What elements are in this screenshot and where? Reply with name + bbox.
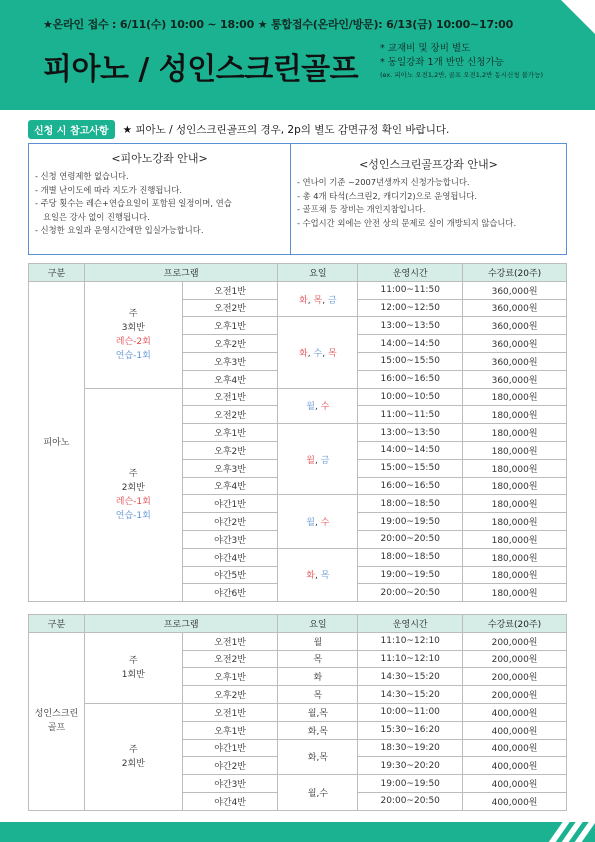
frequency-label: 주 (128, 655, 138, 666)
fee-cell: 180,000원 (463, 513, 567, 531)
days-cell: 화, 수, 목 (278, 317, 358, 388)
header-program: 프로그램 (84, 615, 278, 633)
piano-schedule-table (28, 263, 567, 602)
time-cell: 18:30~19:20 (358, 739, 463, 757)
fee-cell: 400,000원 (463, 721, 567, 739)
time-cell: 16:00~16:50 (358, 477, 463, 495)
class-name: 야간5반 (182, 566, 278, 584)
fee-cell: 200,000원 (463, 668, 567, 686)
frequency-cell (84, 703, 182, 810)
class-name: 오후1반 (182, 721, 278, 739)
time-cell: 10:00~10:50 (358, 388, 463, 406)
header-time: 운영시간 (358, 615, 463, 633)
day-blue: 월 (306, 402, 315, 413)
day-blue: 월 (306, 518, 315, 529)
golf-guide-title: <성인스크린골프강좌 안내> (359, 158, 498, 171)
fee-cell: 180,000원 (463, 495, 567, 513)
frequency-cell (84, 281, 182, 388)
table-row (29, 388, 567, 406)
table-header-row (29, 264, 567, 282)
time-cell: 13:00~13:50 (358, 424, 463, 442)
time-cell: 11:00~11:50 (358, 406, 463, 424)
fee-cell: 400,000원 (463, 703, 567, 721)
class-name: 야간1반 (182, 495, 278, 513)
fee-cell: 180,000원 (463, 388, 567, 406)
practice-count: 연습-1회 (115, 510, 151, 521)
lesson-count: 레슨-2회 (115, 336, 151, 347)
table-row (29, 281, 567, 299)
class-name: 오후2반 (182, 686, 278, 704)
fee-cell: 200,000원 (463, 650, 567, 668)
note-one-class: * 동일강좌 1개 반만 신청가능 (380, 57, 504, 68)
frequency-label: 2회반 (121, 482, 145, 493)
class-name: 오후1반 (182, 668, 278, 686)
piano-guide-item: - 신청한 요일과 운영시간에만 입실가능합니다. (35, 225, 204, 235)
note-example: (ex. 피아노 오전1,2반, 골프 오전1,2반 동시신청 불가능) (380, 71, 544, 79)
fee-cell: 400,000원 (463, 775, 567, 793)
table-row (29, 703, 567, 721)
time-cell: 15:00~15:50 (358, 352, 463, 370)
fee-cell: 180,000원 (463, 406, 567, 424)
day-blue: 금 (320, 455, 330, 466)
time-cell: 10:00~11:00 (358, 703, 463, 721)
time-cell: 18:00~18:50 (358, 495, 463, 513)
table-row (29, 632, 567, 650)
frequency-label: 1회반 (121, 669, 145, 680)
class-name: 야간2반 (182, 513, 278, 531)
day-red: 수 (320, 518, 330, 529)
day-red: 목 (327, 348, 337, 359)
time-cell: 12:00~12:50 (358, 299, 463, 317)
frequency-cell (84, 388, 182, 602)
class-name: 오후1반 (182, 317, 278, 335)
golf-guide (291, 144, 566, 254)
fee-cell: 360,000원 (463, 317, 567, 335)
frequency-label: 주 (128, 468, 138, 479)
time-cell: 16:00~16:50 (358, 370, 463, 388)
header-days: 요일 (278, 615, 358, 633)
category-cell (29, 632, 85, 810)
days-cell: 월 (278, 632, 358, 650)
reference-row (28, 120, 449, 138)
frequency-label: 2회반 (121, 758, 145, 769)
class-name: 야간1반 (182, 739, 278, 757)
class-name: 야간2반 (182, 757, 278, 775)
fee-cell: 360,000원 (463, 299, 567, 317)
header-banner (0, 0, 595, 110)
class-name: 오후2반 (182, 335, 278, 353)
class-name: 오전1반 (182, 632, 278, 650)
piano-guide (29, 144, 291, 254)
fee-cell: 400,000원 (463, 792, 567, 810)
header-notes (380, 42, 543, 80)
time-cell: 14:30~15:20 (358, 668, 463, 686)
time-cell: 19:30~20:20 (358, 757, 463, 775)
fee-cell: 360,000원 (463, 370, 567, 388)
fee-cell: 180,000원 (463, 530, 567, 548)
fee-cell: 360,000원 (463, 281, 567, 299)
day-blue: 수 (313, 348, 323, 359)
class-name: 오후3반 (182, 459, 278, 477)
golf-guide-item: - 총 4개 타석(스크린2, 캐디기2)으로 운영됩니다. (297, 190, 478, 201)
time-cell: 14:00~14:50 (358, 441, 463, 459)
time-cell: 14:30~15:20 (358, 686, 463, 704)
time-cell: 15:00~15:50 (358, 459, 463, 477)
piano-guide-item: - 주당 횟수는 레슨+연습요일이 포함된 일정이며, 연습 (35, 198, 232, 208)
header-days: 요일 (278, 264, 358, 282)
time-cell: 19:00~19:50 (358, 775, 463, 793)
frequency-cell (84, 632, 182, 703)
class-name: 오후2반 (182, 441, 278, 459)
header-category: 구분 (29, 264, 85, 282)
reference-text: ★ 피아노 / 성인스크린골프의 경우, 2p의 별도 감면규정 확인 바랍니다. (122, 123, 450, 136)
frequency-label: 주 (128, 308, 138, 319)
time-cell: 19:00~19:50 (358, 513, 463, 531)
class-name: 오전2반 (182, 650, 278, 668)
header-corner-cut (561, 0, 595, 34)
golf-guide-item: - 골프채 등 장비는 개인지참입니다. (297, 204, 426, 214)
days-cell: 화 (278, 668, 358, 686)
golf-guide-item: - 수업시간 외에는 안전 상의 문제로 실이 개방되지 않습니다. (297, 217, 517, 228)
lesson-count: 레슨-1회 (115, 496, 151, 507)
fee-cell: 360,000원 (463, 335, 567, 353)
frequency-label: 주 (128, 744, 138, 755)
days-cell: 월, 금 (278, 424, 358, 495)
time-cell: 11:10~12:10 (358, 650, 463, 668)
time-cell: 11:10~12:10 (358, 632, 463, 650)
fee-cell: 400,000원 (463, 739, 567, 757)
class-name: 오후1반 (182, 424, 278, 442)
class-name: 오전1반 (182, 281, 278, 299)
day-red: 화 (299, 295, 308, 306)
piano-guide-item: - 신청 연령제한 없습니다. (35, 171, 129, 181)
header-category: 구분 (29, 615, 85, 633)
application-period: ★온라인 접수 : 6/11(수) 10:00 ~ 18:00 ★ 통합접수(온라인/방문): 6/13(금) 10:00~17:00 (43, 18, 514, 31)
fee-cell: 200,000원 (463, 632, 567, 650)
days-cell: 화,목 (278, 739, 358, 775)
days-cell: 월, 수 (278, 495, 358, 548)
note-materials: * 교재비 및 장비 별도 (380, 43, 471, 54)
piano-guide-item: - 개별 난이도에 따라 지도가 진행됩니다. (35, 184, 183, 195)
fee-cell: 180,000원 (463, 566, 567, 584)
day-blue: 금 (327, 295, 337, 306)
class-name: 야간3반 (182, 530, 278, 548)
category-cell: 피아노 (29, 281, 85, 601)
time-cell: 19:00~19:50 (358, 566, 463, 584)
piano-guide-item: 요일은 강사 없이 진행됩니다. (43, 211, 150, 222)
time-cell: 20:00~20:50 (358, 792, 463, 810)
time-cell: 18:00~18:50 (358, 548, 463, 566)
footer-bar (0, 822, 595, 842)
class-name: 오후3반 (182, 352, 278, 370)
day-red: 월 (306, 455, 315, 466)
days-cell: 화, 목 (278, 548, 358, 601)
class-name: 야간4반 (182, 548, 278, 566)
header-fee: 수강료(20주) (463, 615, 567, 633)
reference-badge: 신청 시 참고사항 (28, 120, 115, 139)
fee-cell: 200,000원 (463, 686, 567, 704)
golf-guide-item: - 연나이 기준 ~2007년생까지 신청가능합니다. (297, 177, 470, 187)
guide-box (28, 143, 567, 255)
category-label: 골프 (47, 723, 66, 734)
fee-cell: 180,000원 (463, 477, 567, 495)
time-cell: 11:00~11:50 (358, 281, 463, 299)
header-fee: 수강료(20주) (463, 264, 567, 282)
header-time: 운영시간 (358, 264, 463, 282)
fee-cell: 180,000원 (463, 548, 567, 566)
category-label: 성인스크린 (34, 709, 79, 720)
days-cell: 화, 목, 금 (278, 281, 358, 317)
days-cell: 월,목 (278, 703, 358, 721)
piano-guide-title: <피아노강좌 안내> (111, 152, 208, 165)
class-name: 오전2반 (182, 299, 278, 317)
days-cell: 월,수 (278, 775, 358, 811)
class-name: 야간4반 (182, 792, 278, 810)
fee-cell: 180,000원 (463, 424, 567, 442)
header-program: 프로그램 (84, 264, 278, 282)
time-cell: 13:00~13:50 (358, 317, 463, 335)
day-red: 목 (313, 295, 323, 306)
days-cell: 화,목 (278, 721, 358, 739)
fee-cell: 180,000원 (463, 584, 567, 602)
days-cell: 목 (278, 686, 358, 704)
fee-cell: 360,000원 (463, 352, 567, 370)
class-name: 오후4반 (182, 370, 278, 388)
class-name: 야간6반 (182, 584, 278, 602)
days-cell: 월, 수 (278, 388, 358, 424)
class-name: 야간3반 (182, 775, 278, 793)
day-red: 화 (299, 348, 308, 359)
time-cell: 20:00~20:50 (358, 530, 463, 548)
class-name: 오전2반 (182, 406, 278, 424)
class-name: 오후4반 (182, 477, 278, 495)
page-title: 피아노 / 성인스크린골프 (43, 52, 359, 87)
time-cell: 14:00~14:50 (358, 335, 463, 353)
time-cell: 20:00~20:50 (358, 584, 463, 602)
practice-count: 연습-1회 (115, 350, 151, 361)
time-cell: 15:30~16:20 (358, 721, 463, 739)
class-name: 오전1반 (182, 703, 278, 721)
fee-cell: 400,000원 (463, 757, 567, 775)
day-blue: 목 (320, 571, 330, 582)
table-header-row (29, 615, 567, 633)
class-name: 오전1반 (182, 388, 278, 406)
day-red: 수 (320, 402, 330, 413)
fee-cell: 180,000원 (463, 441, 567, 459)
days-cell: 목 (278, 650, 358, 668)
golf-schedule-table (28, 614, 567, 811)
day-red: 화 (306, 571, 315, 582)
fee-cell: 180,000원 (463, 459, 567, 477)
frequency-label: 3회반 (121, 322, 145, 333)
